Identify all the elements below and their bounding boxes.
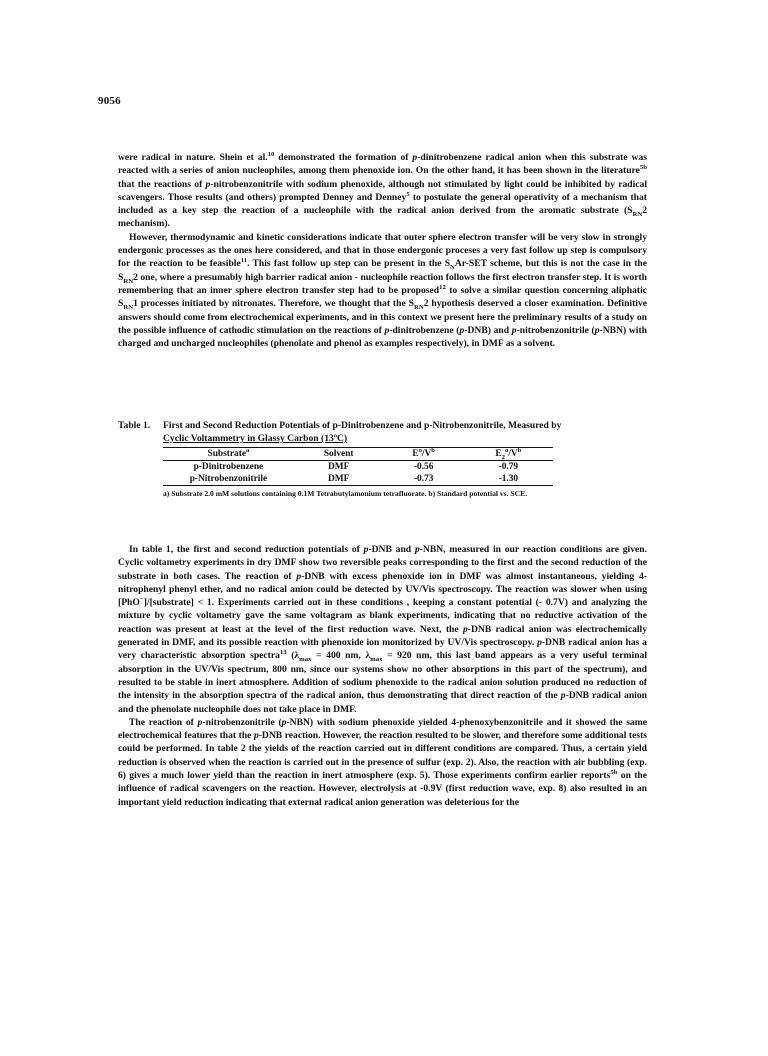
italic-text: p: [511, 324, 517, 336]
cell-e1: -0.56: [413, 462, 434, 472]
subscript: N: [450, 264, 455, 272]
cell-solvent: DMF: [328, 462, 350, 472]
text-run: 2 mechanism).: [118, 205, 647, 230]
table-row: [163, 473, 553, 486]
text-run: . This fast follow up step can be present in the S: [247, 258, 451, 270]
text-run: 2 one, where a presumably high barrier radical anion - nucleophile reaction follows the first electron transfer step. It is worth remembering that an inner sphere electron transfer step had to be proposed: [118, 271, 647, 296]
text-run: (λ: [286, 650, 300, 662]
text-run: -DNB radical anion was electrochemically generated in DMF, and its possible reaction with phenoxide ion monitorized by UV/Vis spectroscopy.: [118, 623, 647, 649]
italic-text: p: [412, 152, 418, 163]
text-run: In table 1, the first and second reduction potentials of: [129, 544, 364, 555]
body-text-bottom: [118, 543, 647, 809]
italic-text: p: [281, 716, 287, 728]
text-run: = 400 nm, λ: [311, 650, 371, 662]
italic-text: p: [384, 324, 390, 336]
table-footnote: a) Substrate 2.0 mM solutions containing 0.1M Tetrabutylamonium tetrafluorate. b) Standard potential vs. SCE.: [163, 489, 528, 498]
text-run: -DNB and: [368, 544, 415, 555]
superscript: 5b: [639, 164, 647, 172]
italic-text: p: [205, 178, 211, 190]
subscript: RN: [632, 211, 643, 219]
superscript: 11: [240, 257, 248, 265]
text-run: -DNB radical anion and the phenolate nucleophile does not take place in DMF.: [118, 690, 647, 715]
italic-text: p: [197, 716, 203, 728]
paragraph: [118, 151, 647, 231]
text-run: ]/[substrate] < 1. Experiments carried out in these conditions , keeping a constant potential (- 0.7V) and analyzing the mixture by cyclic voltametry gave the same voltagram as blank experiments, indicating that no reductive activation of the reaction was present at least at the level of the first reduction wave. Next, the: [118, 597, 647, 635]
header-e1: $E^o/V^b$: [384, 448, 464, 461]
italic-text: p: [594, 324, 600, 336]
table-row: [163, 461, 553, 474]
cell-e2: -1.30: [464, 473, 553, 486]
header-substrate: Substrate$^a$: [163, 448, 294, 461]
text-run: -DNB) and: [464, 324, 512, 336]
superscript: 10: [267, 150, 275, 158]
cell-e2: -0.79: [498, 462, 519, 472]
table-caption: [118, 419, 647, 445]
subscript: RN: [123, 304, 134, 312]
table-1: [118, 419, 647, 499]
text-run: = 920 nm, this last band appears as a very useful terminal absorption in the UV/Vis spectrum, 800 nm, since our systems show no other absorptions in this part of the spectrum), and resulted to be stable in inert atmosphere. Addition of sodium phenoxide to the radical anion solution produced no reduction of the intensity in the absorption spectra of the radical anion, thus demonstrating that direct reaction of the: [118, 650, 648, 702]
text-run: -DNB with excess phenoxide ion in DMF was almost instantaneous, yielding 4-nitrophenyl phenyl ether, and no radical anion could be detected by UV/Vis spectroscopy. The reaction was slower when using [PhO: [118, 570, 647, 609]
text-run: -nitrobenzonitrile (: [202, 716, 282, 728]
cell-solvent: DMF: [294, 473, 384, 486]
paragraph: [118, 716, 647, 809]
subscript: max: [299, 656, 312, 664]
italic-text: p: [560, 690, 566, 702]
cell-substrate: p-Nitrobenzonitrile: [163, 473, 294, 486]
text-run: -dinitrobenzene radical anion when this substrate was reacted with a series of anion nucleophiles, among them phenoxide ion. On the other hand, it has been shown in the literature: [118, 152, 647, 177]
superscript: 12: [439, 283, 446, 291]
subscript: RN: [123, 277, 134, 285]
potentials-table: [163, 447, 553, 486]
cell-substrate: p-Dinitrobenzene: [193, 462, 264, 472]
italic-text: p: [253, 730, 259, 742]
superscript: −: [139, 596, 144, 603]
table-caption-line2: Cyclic Voltammetry in Glassy Carbon (13ºC): [163, 433, 348, 444]
text-run: that the reactions of: [118, 178, 206, 190]
italic-text: p: [296, 570, 302, 582]
text-run: -nitrobenzonitrile (: [516, 324, 595, 336]
text-run: -dinitrobenzene (: [389, 324, 460, 336]
paragraph: [118, 231, 647, 351]
table-header-row: [163, 448, 553, 461]
text-run: The reaction of: [129, 716, 198, 728]
text-run: 1 processes initiated by nitronates. Therefore, we thought that the S: [133, 298, 414, 310]
text-run: demonstrated the formation of: [274, 152, 413, 163]
page-number: 9056: [98, 95, 121, 107]
text-run: -nitrobenzonitrile with sodium phenoxide, although not stimulated by light could be inhibited by radical scavengers. Those results (and others) prompted Denney and Denney: [118, 178, 647, 203]
text-run: -DNB radical anion has a very characteristic absorption spectra: [118, 637, 647, 662]
body-text-top: [118, 151, 647, 350]
text-run: -NBN) with charged and uncharged nucleophiles (phenolate and phenol as examples respectively), in DMF as a solvent.: [118, 324, 647, 350]
cell-e1: -0.73: [384, 473, 464, 486]
text-run: to solve a similar question concerning aliphatic S: [118, 284, 647, 310]
text-run: -DNB reaction. However, the reaction resulted to be slower, and therefore some additional tests could be performed. In table 2 the yields of the reaction carried out in different conditions are compared. Thus, a certain yield reduction is observed when the reaction is carried out in the presence of sulfur (exp. 2). Also, the reaction with air bubbling (exp. 6) gives a much lower yield than the reaction in inert atmosphere (exp. 5). Those experiments confirm earlier reports: [118, 730, 647, 782]
italic-text: p: [462, 623, 468, 635]
table-label: Table 1.: [118, 420, 151, 431]
text-run: on the influence of radical scavengers on the reaction. However, electrolysis at -0.9V (first reduction wave, exp. 8) also resulted in an important yield reduction indicating that external radical anion generation was deleterious for the: [118, 770, 647, 808]
subscript: RN: [413, 304, 424, 312]
paragraph: [118, 543, 647, 716]
superscript: 5b: [610, 768, 618, 776]
italic-text: p: [537, 637, 542, 649]
italic-text: p: [414, 544, 420, 555]
superscript: 13: [279, 649, 287, 657]
text-run: 2 hypothesis deserved a closer examination. Definitive answers should come from electrochemical experiments, and in this context we present here the preliminary results of a study on the possible influence of cathodic stimulation on the reactions of: [118, 298, 648, 336]
superscript: 5: [406, 190, 410, 198]
text-run: -NBN) with sodium phenoxide yielded 4-phenoxybenzonitrile and it showed the same electrochemical features that the: [118, 716, 647, 742]
text-run: Ar-SET scheme, but this is not the case in the S: [118, 258, 647, 283]
header-solvent: Solvent: [294, 448, 384, 461]
header-e2: $E_2^o/V^b$: [464, 448, 553, 461]
italic-text: p: [459, 324, 465, 336]
table-caption-line1: First and Second Reduction Potentials of p-Dinitrobenzene and p-Nitrobenzonitrile, Measured by: [163, 420, 562, 431]
text-run: -NBN, measured in our reaction conditions are given. Cyclic voltametry experiments in dry DMF show two reversible peaks corresponding to the first and the second reduction of the substrate in both cases. The reaction of: [118, 544, 647, 582]
text-run: were radical in nature. Shein et al.: [118, 152, 268, 163]
text-run: However, thermodynamic and kinetic considerations indicate that outer sphere electron transfer will be very slow in strongly endergonic processes as the ones here considered, and that in those endergonic proceses a very fast follow up step is compulsory for the reaction to be feasible: [118, 231, 647, 270]
text-run: to postulate the general operativity of a mechanism that included as a key step the reaction of a nucleophile with the radical anion derived from the aromatic substrate (S: [118, 191, 647, 217]
subscript: max: [370, 656, 383, 664]
italic-text: p: [363, 544, 369, 555]
